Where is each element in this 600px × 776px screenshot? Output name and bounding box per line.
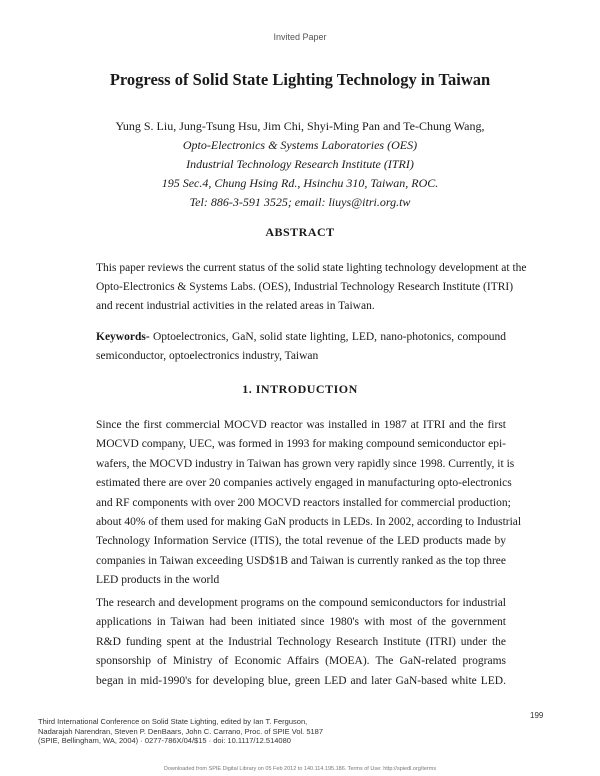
abstract-text: [96, 259, 527, 316]
abstract-line: and recent industrial activities in the related areas in Taiwan.: [96, 300, 375, 312]
introduction-heading: 1. INTRODUCTION: [242, 382, 358, 396]
paragraph-line: began in mid-1990's for developing blue, green LED and later GaN-based white LED.: [96, 674, 506, 687]
intro-paragraph-1: [96, 416, 522, 591]
conference-footer: [38, 717, 323, 746]
author-address: 195 Sec.4, Chung Hsing Rd., Hsinchu 310, Taiwan, ROC.: [161, 176, 439, 190]
paragraph-line: sponsorship of Ministry of Economic Affairs (MOEA). The GaN-related programs: [96, 655, 506, 668]
author-lab: Opto-Electronics & Systems Laboratories (OES): [182, 138, 418, 152]
intro-paragraph-2: [96, 594, 506, 691]
paper-title: Progress of Solid State Lighting Technology in Taiwan: [109, 70, 491, 89]
download-notice: Downloaded from SPIE Digital Library on 05 Feb 2012 to 140.114.195.186. Terms of Use: http://spiedl.org/terms: [163, 766, 437, 772]
abstract-line: Opto-Electronics & Systems Labs. (OES), Industrial Technology Research Institute (ITRI): [96, 281, 514, 293]
paragraph-line: The research and development programs on the compound semiconductors for industrial: [96, 597, 506, 609]
paragraph-line: Technology Information Service (ITIS), the total revenue of the LED products made by: [96, 535, 506, 548]
footer-line: Third International Conference on Solid State Lighting, edited by Ian T. Ferguson,: [38, 717, 308, 726]
paragraph-line: MOCVD company, UEC, was formed in 1993 for making compound semiconductor epi-: [96, 438, 506, 451]
keywords-block: [96, 328, 506, 366]
paragraph-line: estimated there are over 20 companies actively engaged in manufacturing opto-electronics: [96, 477, 512, 490]
paragraph-line: companies in Taiwan exceeding USD$1B and Taiwan is currently ranked as the top three: [96, 554, 506, 567]
keywords-text: Optoelectronics, GaN, solid state lighting, LED, nano-photonics, compound: [149, 331, 506, 343]
keywords-label: Keywords-: [96, 331, 150, 343]
author-contact: Tel: 886-3-591 3525; email: liuys@itri.org.tw: [189, 195, 411, 209]
keywords-line: semiconductor, optoelectronics industry, Taiwan: [96, 350, 319, 362]
author-block: [0, 117, 600, 212]
paragraph-line: R&D funding spent at the Industrial Technology Research Institute (ITRI) under the: [96, 635, 506, 648]
paragraph-line: Since the first commercial MOCVD reactor was installed in 1987 at ITRI and the first: [96, 419, 506, 431]
footer-line: Nadarajah Narendran, Steven P. DenBaars, John C. Carrano, Proc. of SPIE Vol. 5187: [38, 726, 324, 736]
keywords-line: [96, 328, 506, 347]
page-number: 199: [530, 711, 544, 720]
footer-line: (SPIE, Bellingham, WA, 2004) · 0277-786X/04/$15 · doi: 10.1117/12.514080: [38, 736, 291, 745]
paragraph-line: LED products in the world: [96, 574, 220, 587]
paragraph-line: and RF components with over 200 MOCVD reactors installed for commercial production;: [96, 496, 511, 509]
invited-paper-label: Invited Paper: [273, 32, 327, 42]
paragraph-line: applications in Taiwan had been initiated since 1980's with most of the government: [96, 616, 506, 629]
paragraph-line: about 40% of them used for making GaN products in LEDs. In 2002, according to Industrial: [96, 516, 522, 529]
abstract-heading: ABSTRACT: [265, 225, 335, 239]
abstract-line: This paper reviews the current status of the solid state lighting technology development at the: [96, 262, 527, 274]
author-institute: Industrial Technology Research Institute (ITRI): [186, 157, 414, 171]
author-names: Yung S. Liu, Jung-Tsung Hsu, Jim Chi, Shyi-Ming Pan and Te-Chung Wang,: [115, 119, 485, 133]
paragraph-line: wafers, the MOCVD industry in Taiwan has grown very rapidly since 1998. Currently, it is: [96, 457, 515, 470]
